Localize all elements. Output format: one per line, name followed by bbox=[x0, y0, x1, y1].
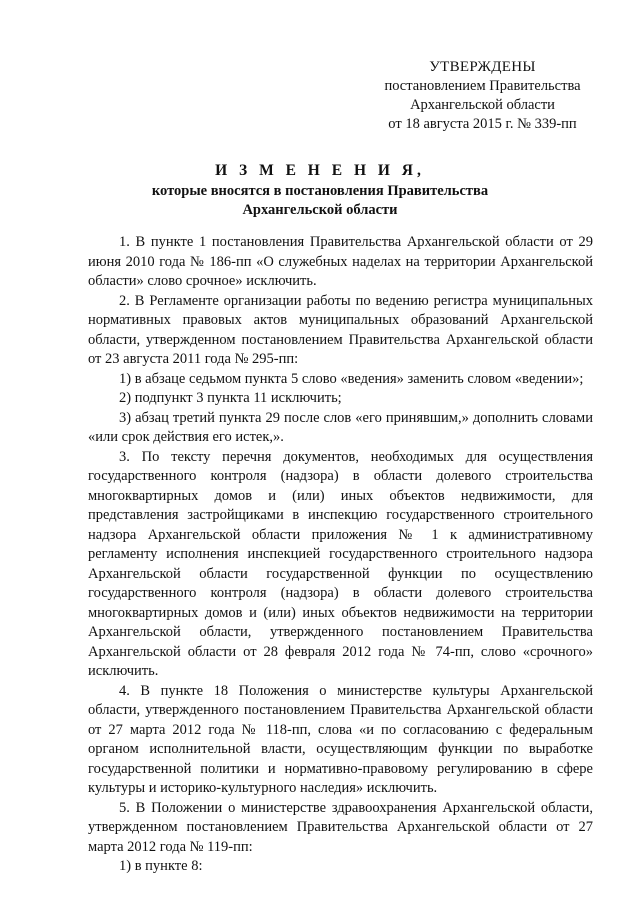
paragraph-subitem-2-1: 1) в абзаце седьмом пункта 5 слово «ведения» заменить словом «ведении»; bbox=[119, 370, 584, 387]
approval-stamp bbox=[360, 58, 605, 134]
paragraph-subitem-2-2: 2) подпункт 3 пункта 11 исключить; bbox=[119, 390, 342, 406]
paragraph-item-4: 4. В пункте 18 Положения о министерстве культуры Архангельской области, утвержденного постановлением Правительства Архангельской области от 27 марта 2012 года № 118-пп, слова «и по согласованию с федеральным органом исполнительной власти, осуществляющим функции по выработке государственной политики и нормативно-правовому регулированию в сфере культуры и историко-культурного наследия» исключить. bbox=[88, 682, 593, 796]
paragraph-item-3: 3. По тексту перечня документов, необходимых для осуществления государственного контроля (надзора) в области долевого строительства многоквартирных домов и (или) иных объектов недвижимости, для представления застройщиками в инспекцию государственного строительного надзора Архангельской области приложения № 1 к административному регламенту исполнения инспекцией государственного строительного надзора Архангельской области государственной функции по осуществлению государственного контроля (надзора) в области долевого строительства многоквартирных домов и (или) иных объектов недвижимости на территории Архангельской области, утвержденного постановлением Правительства Архангельской области от 28 февраля 2012 года № 74-пп, слово «срочного» исключить. bbox=[88, 448, 593, 679]
paragraph-subitem-2-3: 3) абзац третий пункта 29 после слов «его принявшим,» дополнить словами «или срок действия его истек,». bbox=[88, 409, 593, 445]
paragraph-item-2: 2. В Регламенте организации работы по ведению регистра муниципальных нормативных правовых актов муниципальных образований Архангельской области, утвержденном постановлением Правительства Архангельской области от 23 августа 2011 года № 295-пп: bbox=[88, 292, 593, 367]
paragraph-item-5: 5. В Положении о министерстве здравоохранения Архангельской области, утвержденном постановлением Правительства Архангельской области от 27 марта 2012 года № 119-пп: bbox=[88, 799, 593, 855]
document-heading bbox=[90, 160, 550, 220]
paragraph-subitem-5-1: 1) в пункте 8: bbox=[119, 858, 203, 874]
approval-line-2: Архангельской области bbox=[410, 97, 555, 113]
document-title: И З М Е Н Е Н И Я, bbox=[215, 162, 425, 179]
document-subtitle-line-2: Архангельской области bbox=[242, 202, 398, 218]
approval-title: УТВЕРЖДЕНЫ bbox=[429, 59, 536, 75]
approval-line-3: от 18 августа 2015 г. № 339-пп bbox=[388, 116, 577, 132]
document-subtitle-line-1: которые вносятся в постановления Правительства bbox=[151, 183, 489, 199]
paragraph-item-1: 1. В пункте 1 постановления Правительства Архангельской области от 29 июня 2010 года № 186-пп «О служебных наделах на территории Архангельской области» слово срочное» исключить. bbox=[88, 234, 593, 289]
approval-line-1: постановлением Правительства bbox=[384, 78, 581, 94]
document-body bbox=[88, 233, 593, 877]
